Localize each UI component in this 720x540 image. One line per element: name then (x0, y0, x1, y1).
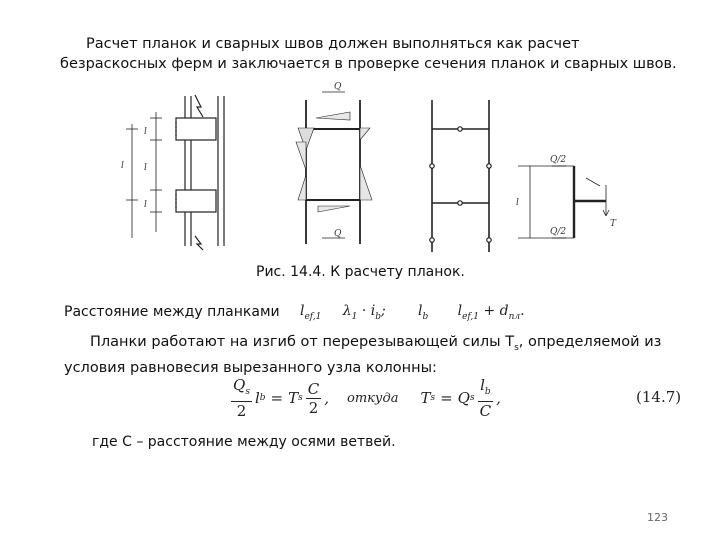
equation-number: (14.7) (636, 388, 682, 406)
column-elevation-diagram (126, 95, 224, 250)
fig-label-q-bot: Q (334, 229, 342, 239)
page-number: 123 (647, 511, 668, 524)
frame-hinge-diagram (430, 100, 491, 252)
figure-caption: Рис. 14.4. К расчету планок. (256, 264, 465, 280)
fig-label-q-half-top: Q/2 (550, 155, 567, 165)
fig-label-lb-top: l (144, 127, 147, 137)
formula-spacing-2: $l_b$ $l_{ef,1} + d_{пл}$. (418, 303, 525, 322)
work-paragraph: Планки работают на изгиб от перерезывающей силы $T_s$, определяемой из условия равновесия вырезанного узла колонны: (64, 334, 662, 376)
fig-label-l: l (121, 161, 124, 171)
equation-14-7: $\frac{Q_s}{2}$ l b = T s $\frac{C}{2}$ , откуда T s = Q s $\frac{l_b}{C}$ , (233, 376, 501, 420)
fig-label-t: T (610, 219, 617, 229)
fig-label-lb-bot: l (144, 200, 147, 210)
fig-label-lb-right: l (516, 198, 519, 208)
fig-label-lb-mid: l (144, 163, 147, 173)
where-text: где С – расстояние между осями ветвей. (92, 434, 396, 450)
formula-spacing-1: $l_{ef,1}$ $\lambda_1 \cdot i_b$; (300, 303, 386, 322)
spacing-label: Расстояние между планками (64, 304, 280, 320)
moment-diagram (296, 92, 372, 244)
intro-paragraph: Расчет планок и сварных швов должен выполняться как расчет безраскосных ферм и заключается в проверке сечения планок и сварных швов. (60, 36, 677, 72)
fig-label-q-half-bot: Q/2 (550, 227, 567, 237)
fig-label-q-top: Q (334, 82, 342, 92)
